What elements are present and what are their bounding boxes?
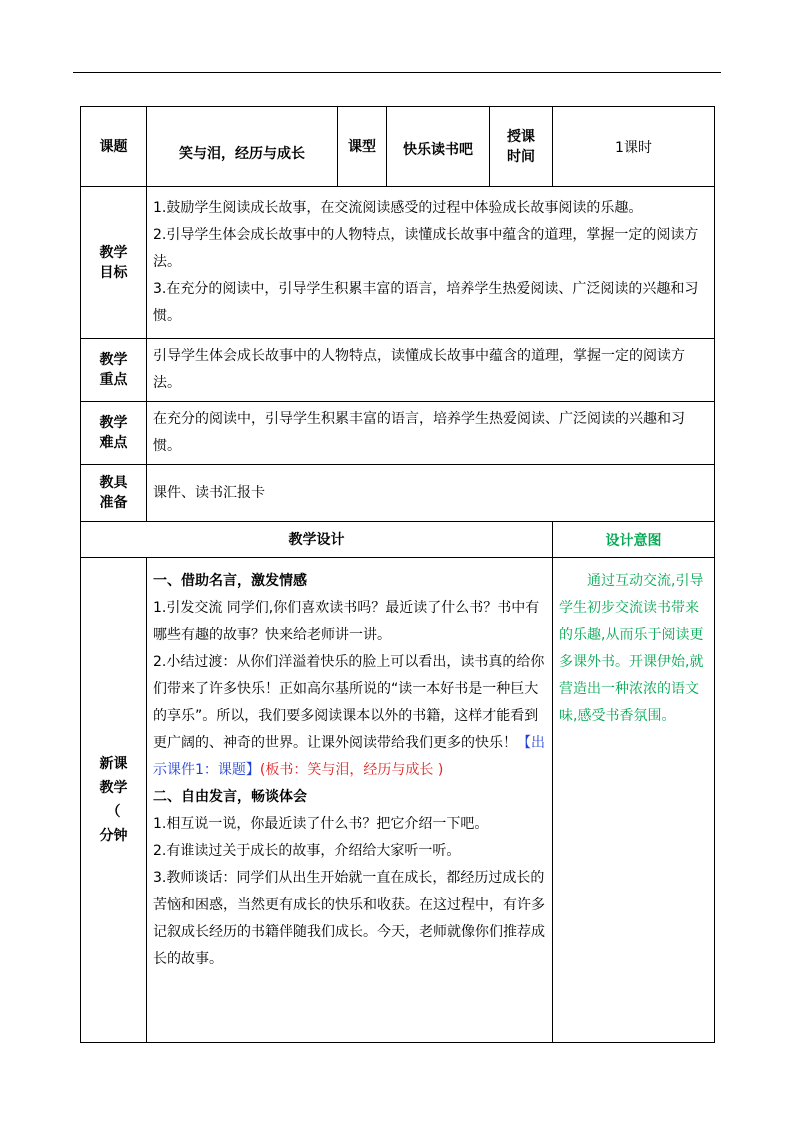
objectives-row <box>81 187 715 339</box>
new-lesson-label-line-3: （ <box>106 804 121 820</box>
objective-item: 1.鼓励学生阅读成长故事，在交流阅读感受的过程中体验成长故事阅读的乐趣。 <box>153 200 643 216</box>
materials-text: 课件、读书汇报卡 <box>153 484 265 501</box>
new-lesson-label-line-1: 新课 <box>99 756 128 772</box>
intent-header: 设计意图 <box>553 522 715 558</box>
header-row <box>81 107 715 187</box>
materials-row <box>81 465 715 522</box>
difficulties-label <box>81 402 147 465</box>
lesson-plan-table <box>80 106 715 1043</box>
design-header-row <box>81 522 715 558</box>
paragraph <box>153 649 548 784</box>
header-rule <box>73 72 721 73</box>
time-label-line-1: 授课 <box>507 128 535 145</box>
blackboard-note: (板书：笑与泪，经历与成长 ) <box>259 762 444 778</box>
design-header: 教学设计 <box>81 522 553 558</box>
time-label <box>490 107 553 187</box>
key-points-label-line-1: 教学 <box>99 352 128 368</box>
paragraph-text: 2.小结过渡：从你们洋溢着快乐的脸上可以看出，读书真的给你们带来了许多快乐！正如高尔基所说的“读一本好书是一种巨大的享乐”。所以，我们要多阅读课本以外的书籍，这样才能看到更广阔的、神奇的世界。让课外阅读带给我们更多的快乐！ <box>153 654 545 751</box>
design-intent-text: 通过互动交流,引导学生初步交流读书带来的乐趣,从而乐于阅读更多课外书。开课伊始,就营造出一种浓浓的语文味,感受书香氛围。 <box>559 573 704 724</box>
difficulties-label-line-2: 难点 <box>99 435 128 451</box>
objectives-label-line-2: 目标 <box>99 264 128 281</box>
paragraph: 2.有谁读过关于成长的故事，介绍给大家听一听。 <box>153 843 461 859</box>
design-intent <box>553 558 715 1043</box>
difficulties-text: 在充分的阅读中，引导学生积累丰富的语言，培养学生热爱阅读、广泛阅读的兴趣和习惯。 <box>153 411 685 454</box>
key-points-row <box>81 339 715 402</box>
objective-item: 2.引导学生体会成长故事中的人物特点，读懂成长故事中蕴含的道理，掌握一定的阅读方法。 <box>153 227 699 270</box>
new-lesson-row <box>81 558 715 1043</box>
objective-item: 3.在充分的阅读中，引导学生积累丰富的语言，培养学生热爱阅读、广泛阅读的兴趣和习惯。 <box>153 281 699 324</box>
key-points-content <box>147 339 715 402</box>
paragraph: 1.引发交流 同学们,你们喜欢读书吗？最近读了什么书？书中有哪些有趣的故事？快来给老师讲一讲。 <box>153 600 540 643</box>
new-lesson-label <box>81 558 147 1043</box>
type-value: 快乐读书吧 <box>387 107 490 187</box>
new-lesson-label-line-2: 教学 <box>99 780 128 796</box>
topic-label: 课题 <box>81 107 147 187</box>
materials-content <box>147 465 715 522</box>
objectives-label-line-1: 教学 <box>99 244 128 261</box>
difficulties-label-line-1: 教学 <box>99 415 128 431</box>
objectives-label <box>81 187 147 339</box>
materials-label-line-2: 准备 <box>99 495 128 511</box>
courseware-note: 【出示课件1：课题】 <box>153 735 545 778</box>
section-title: 二、自由发言，畅谈体会 <box>153 789 307 805</box>
key-points-label <box>81 339 147 402</box>
paragraph: 3.教师谈话：同学们从出生开始就一直在成长，都经历过成长的苦恼和困惑，当然更有成长的快乐和收获。在这过程中，有许多记叙成长经历的书籍伴随我们成长。今天，老师就像你们推荐成长的故事。 <box>153 870 545 967</box>
materials-label-line-1: 教具 <box>99 475 128 491</box>
lesson-content <box>147 558 553 1043</box>
paragraph: 1.相互说一说，你最近读了什么书？把它介绍一下吧。 <box>153 816 489 832</box>
difficulties-content <box>147 402 715 465</box>
type-label: 课型 <box>338 107 387 187</box>
objectives-content <box>147 187 715 339</box>
topic-value: 笑与泪，经历与成长 <box>147 107 338 187</box>
time-value: 1课时 <box>553 107 715 187</box>
new-lesson-label-line-4: 分钟 <box>99 828 128 844</box>
section-title: 一、借助名言，激发情感 <box>153 573 307 589</box>
materials-label <box>81 465 147 522</box>
difficulties-row <box>81 402 715 465</box>
time-label-line-2: 时间 <box>507 148 535 165</box>
key-points-text: 引导学生体会成长故事中的人物特点，读懂成长故事中蕴含的道理，掌握一定的阅读方法。 <box>153 348 685 391</box>
key-points-label-line-2: 重点 <box>99 372 128 388</box>
